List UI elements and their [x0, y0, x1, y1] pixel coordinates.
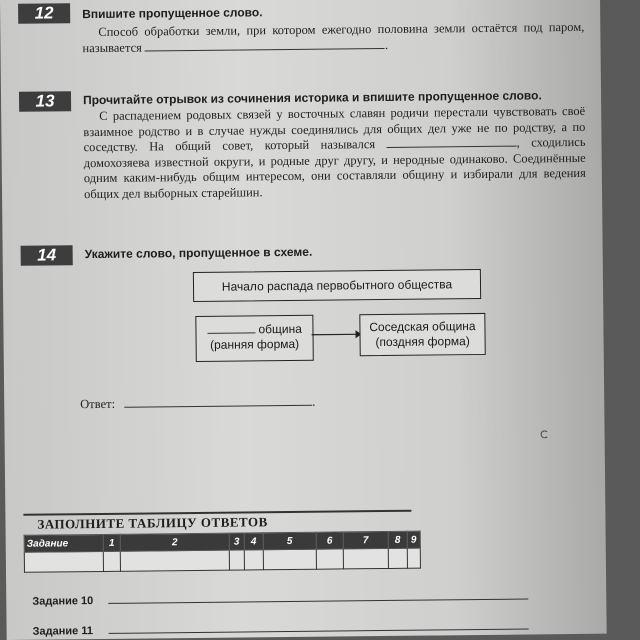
- circle-mark-icon: [541, 430, 549, 438]
- scheme-right-box: [359, 313, 485, 356]
- table-answer-cell[interactable]: [407, 548, 420, 568]
- answer-blank[interactable]: [145, 37, 385, 51]
- scheme-right-line2: (поздняя форма): [375, 334, 470, 350]
- question-title: Впишите пропущенное слово.: [82, 5, 263, 22]
- table-answer-cell[interactable]: [120, 550, 229, 571]
- scheme-top-box: Начало распада первобытного общества: [193, 269, 481, 302]
- question-number-badge: 14: [21, 245, 73, 266]
- table-answer-cell[interactable]: [316, 549, 343, 569]
- table-header-cell: 6: [316, 532, 343, 549]
- scheme-left-sub: (ранняя форма): [210, 336, 300, 352]
- table-header-cell: 8: [388, 531, 407, 548]
- answers-table-title: ЗАПОЛНИТЕ ТАБЛИЦУ ОТВЕТОВ: [23, 510, 411, 532]
- passage-text-before: С распадением родовых связей у восточных славян родичи перестали чувствовать своё взаимное родство и в случае нужды соединялись для общих дел уже не по родству, а по соседству. На общий совет, который назывался: [83, 103, 586, 155]
- scheme-blank[interactable]: [207, 323, 255, 334]
- question-12-text: Способ обработки земли, при котором ежегодно половина земли остаётся под паром, называется: [82, 19, 585, 55]
- answer-label: Ответ:: [80, 396, 116, 412]
- table-header-label: Задание: [24, 534, 103, 552]
- task-11-row: [33, 625, 93, 638]
- table-header-cell: 3: [229, 533, 244, 550]
- answer-area: [80, 395, 315, 412]
- table-header-cell: 9: [407, 531, 420, 548]
- table-header-cell: 4: [244, 533, 263, 550]
- table-answer-cell[interactable]: [388, 548, 407, 568]
- task-answer-line[interactable]: [109, 628, 529, 633]
- scheme-left-box: [195, 315, 313, 362]
- answer-end: .: [312, 394, 316, 409]
- scheme-left-word: община: [258, 321, 302, 337]
- question-title: Прочитайте отрывок из сочинения историка и впишите пропущенное слово.: [82, 88, 542, 108]
- scheme-arrow: [311, 328, 361, 341]
- question-title: Укажите слово, пропущенное в схеме.: [84, 244, 313, 262]
- table-answer-cell[interactable]: [263, 549, 316, 570]
- question-text: [83, 104, 586, 202]
- table-header-cell: 5: [263, 532, 316, 550]
- task-label: Задание 10: [32, 595, 94, 608]
- table-answer-cell[interactable]: [244, 550, 263, 570]
- table-header-cell: 1: [103, 534, 120, 551]
- question-number-badge: 13: [19, 91, 71, 112]
- table-answer-cell[interactable]: [343, 548, 388, 568]
- task-label: Задание 11: [32, 625, 94, 638]
- table-header-cell: 7: [343, 531, 388, 548]
- question-12-end: .: [384, 37, 389, 52]
- table-answer-cell[interactable]: [229, 550, 244, 570]
- answer-blank[interactable]: [387, 136, 517, 148]
- table-answer-cell: [24, 551, 103, 572]
- table-answer-cell[interactable]: [103, 551, 120, 571]
- table-header-cell: 2: [120, 533, 229, 551]
- scheme-right-line1: Соседская община: [369, 319, 476, 335]
- passage-text-after: , сходились домохозяева известной округи, и родные друг другу, и неродные одинаково. Соединённые одним каким-нибудь общим интересом, они составляли общину и избирали для ведения общих дел выборных старейшин.: [83, 134, 586, 201]
- answers-table: [24, 531, 421, 573]
- question-text: [82, 20, 584, 56]
- answer-blank[interactable]: [124, 395, 312, 408]
- task-answer-line[interactable]: [108, 599, 528, 604]
- question-number-badge: 12: [18, 3, 70, 24]
- task-10-row: [32, 595, 93, 608]
